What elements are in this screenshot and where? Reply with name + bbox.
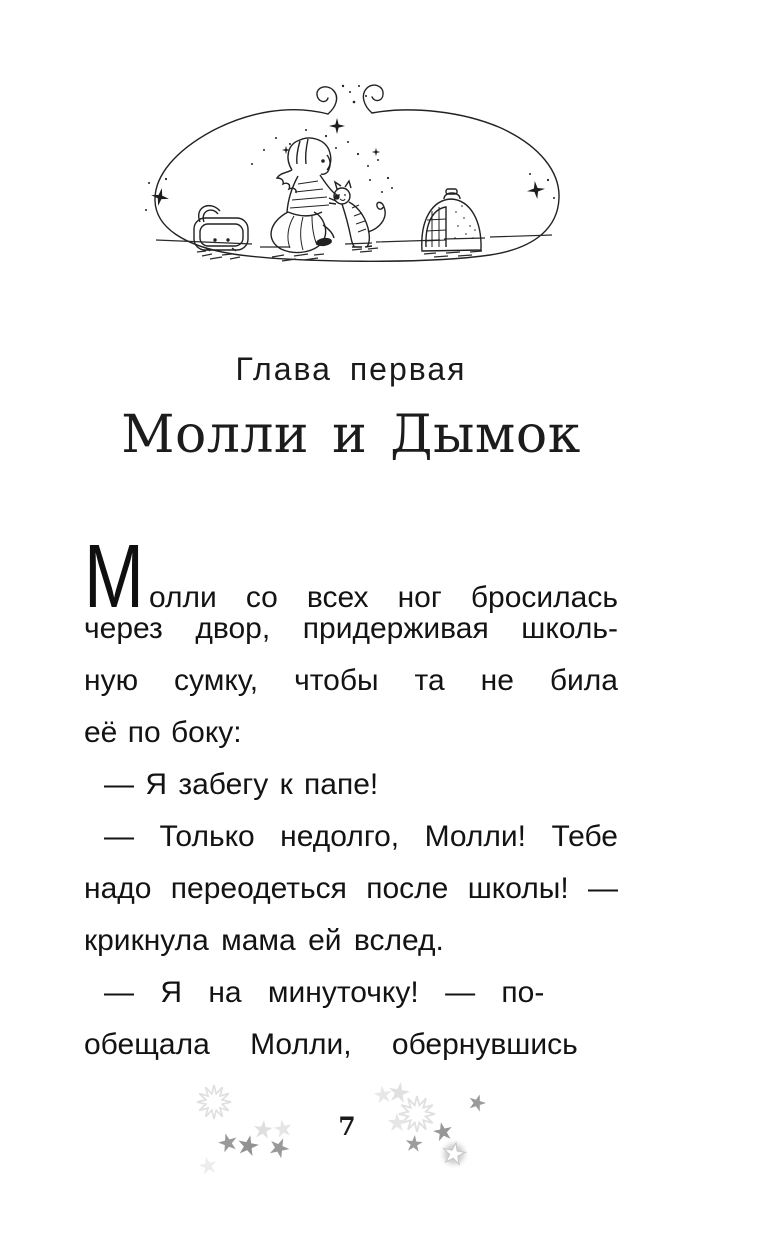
- body-line: — Я забегу к папе!: [104, 768, 379, 801]
- star-icon: [387, 1082, 411, 1104]
- swirl-left-icon: [317, 87, 337, 114]
- sparkle-dots: [145, 85, 555, 211]
- pet-carrier: [422, 189, 481, 251]
- drop-cap: М: [84, 527, 144, 627]
- swirl-right-icon: [363, 85, 383, 113]
- body-line: — Только недолго, Молли! Тебе: [104, 820, 618, 853]
- star-icon: [467, 1092, 488, 1113]
- star-cluster-left: [150, 1076, 310, 1181]
- star-icon: [197, 1155, 218, 1176]
- body-line: обещала Молли, обернувшись: [84, 1028, 578, 1061]
- body-line: крикнула мама ей вслед.: [84, 924, 444, 957]
- star-icon: [216, 1131, 239, 1153]
- star-icon: [266, 1134, 292, 1159]
- starburst-icon: [197, 1085, 231, 1119]
- starburst-icon: [399, 1096, 435, 1132]
- chapter-title: Молли и Дымок: [121, 405, 581, 465]
- star-icon: [526, 180, 547, 201]
- chapter-kicker: Глава первая: [235, 351, 467, 387]
- body-text: [84, 527, 618, 1071]
- star-icon: [373, 1084, 393, 1104]
- body-line: её по боку:: [84, 716, 242, 749]
- body-line: через двор, придерживая школь-: [84, 612, 618, 645]
- girl-figure: [271, 138, 340, 252]
- star-icon: [372, 148, 380, 156]
- page-number: 7: [338, 1112, 356, 1141]
- star-icon: [329, 118, 345, 134]
- chapter-illustration: [140, 80, 570, 285]
- star-icon: [253, 1119, 274, 1139]
- body-line: Молли со всех ног бросилась: [84, 527, 618, 627]
- star-icon: [149, 186, 171, 208]
- body-line: надо переодеться после школы! —: [84, 872, 618, 905]
- kitten-figure: [329, 181, 385, 247]
- star-cluster-right: [368, 1082, 498, 1177]
- body-line: ную сумку, чтобы та не била: [84, 664, 618, 697]
- school-bag: [194, 206, 248, 251]
- star-icon: [405, 1134, 424, 1152]
- body-line: — Я на минуточку! — по-: [104, 976, 545, 1009]
- star-icon: [272, 1118, 293, 1138]
